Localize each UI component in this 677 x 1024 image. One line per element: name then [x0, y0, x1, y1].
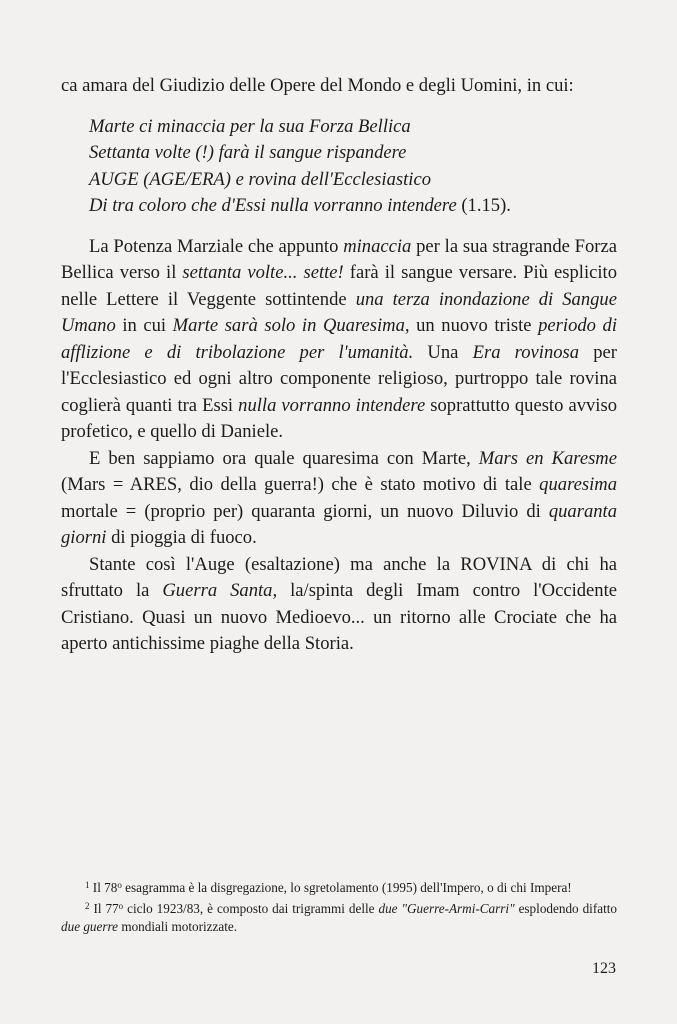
- verse-line-last: Di tra coloro che d'Essi nulla vorranno intendere (1.15).: [89, 195, 511, 216]
- verse-line: Settanta volte (!) farà il sangue rispandere: [89, 142, 407, 163]
- footnotes: [61, 876, 617, 936]
- footnote-1: $^1$ Il 78$^o$ esagramma è la disgregazione, lo sgretolamento (1995) dell'Impero, o di chi Impera!: [85, 880, 572, 895]
- intro-line: ca amara del Giudizio delle Opere del Mondo e degli Uomini, in cui:: [61, 75, 574, 96]
- page-number: 123: [592, 960, 616, 977]
- verse-reference: (1.15).: [456, 195, 511, 216]
- footnote-marker: 1: [85, 880, 90, 890]
- footnote-marker: 2: [85, 901, 90, 911]
- quoted-verse: [89, 114, 617, 220]
- paragraph-3: Stante così l'Auge (esaltazione) ma anche la ROVINA di chi ha sfruttato la Guerra Santa, la/spinta degli Imam contro l'Occidente Cristiano. Quasi un nuovo Medioevo... un ritorno alle Crociate che ha aperto antichissime piaghe della Storia.: [61, 553, 618, 654]
- verse-line: AUGE (AGE/ERA) e rovina dell'Ecclesiastico: [89, 168, 431, 190]
- verse-line: Marte ci minaccia per la sua Forza Bellica: [89, 115, 411, 137]
- main-text: [61, 73, 617, 658]
- footnote-2: $^2$ Il 77$^o$ ciclo 1923/83, è composto dai trigrammi delle due "Guerre-Armi-Carri" esplodendo difatto due guerre mondiali motorizzate.: [61, 901, 618, 934]
- paragraph-2: E ben sappiamo ora quale quaresima con Marte, Mars en Karesme (Mars = ARES, dio della guerra!) che è stato motivo di tale quaresima mortale = (proprio per) quaranta giorni, un nuovo Diluvio di quaranta giorni di pioggia di fuoco.: [61, 447, 617, 548]
- paragraph-1: La Potenza Marziale che appunto minaccia per la sua stragrande Forza Bellica verso il settanta volte... sette! farà il sangue versare. Più esplicito nelle Lettere il Veggente sottintende una terza inondazione di Sangue Umano in cui Marte sarà solo in Quaresima, un nuovo triste periodo di afflizione e di tribolazione per l'umanità. Una Era rovinosa per l'Ecclesiastico ed ogni altro componente religioso, purtroppo tale rovina coglierà quanti tra Essi nulla vorranno intendere soprattutto questo avviso profetico, e quello di Daniele.: [61, 235, 618, 442]
